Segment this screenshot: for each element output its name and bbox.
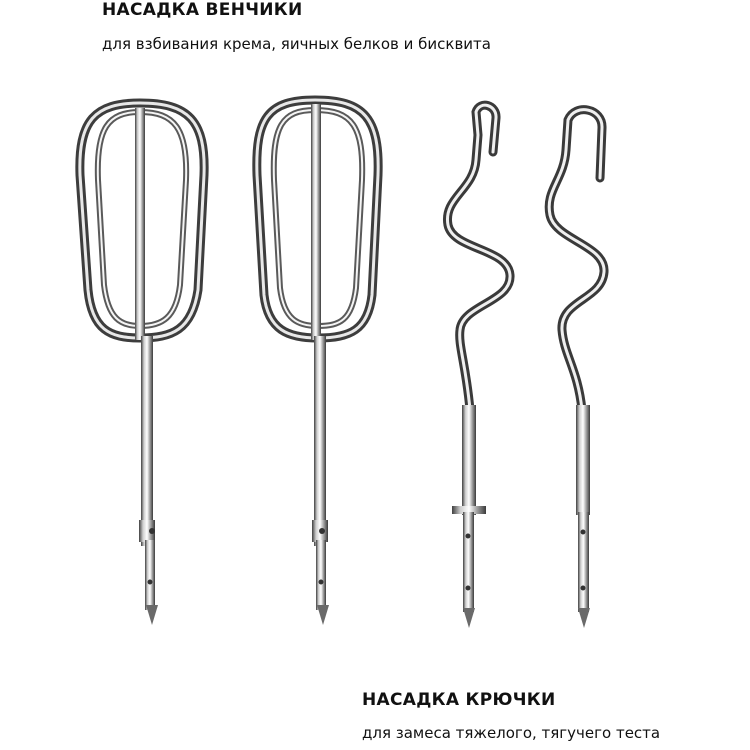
hooks-caption: для замеса тяжелого, тягучего теста xyxy=(362,724,661,742)
hooks-title: НАСАДКА КРЮЧКИ xyxy=(362,690,556,710)
whisks-caption: для взбивания крема, яичных белков и бисквита xyxy=(102,35,491,53)
whisks-title: НАСАДКА ВЕНЧИКИ xyxy=(102,0,303,20)
whisk-attachment-icon xyxy=(257,100,378,625)
dough-hook-attachment-icon xyxy=(447,105,510,628)
whisk-attachment-icon xyxy=(80,103,204,625)
dough-hook-attachment-icon xyxy=(549,110,604,628)
